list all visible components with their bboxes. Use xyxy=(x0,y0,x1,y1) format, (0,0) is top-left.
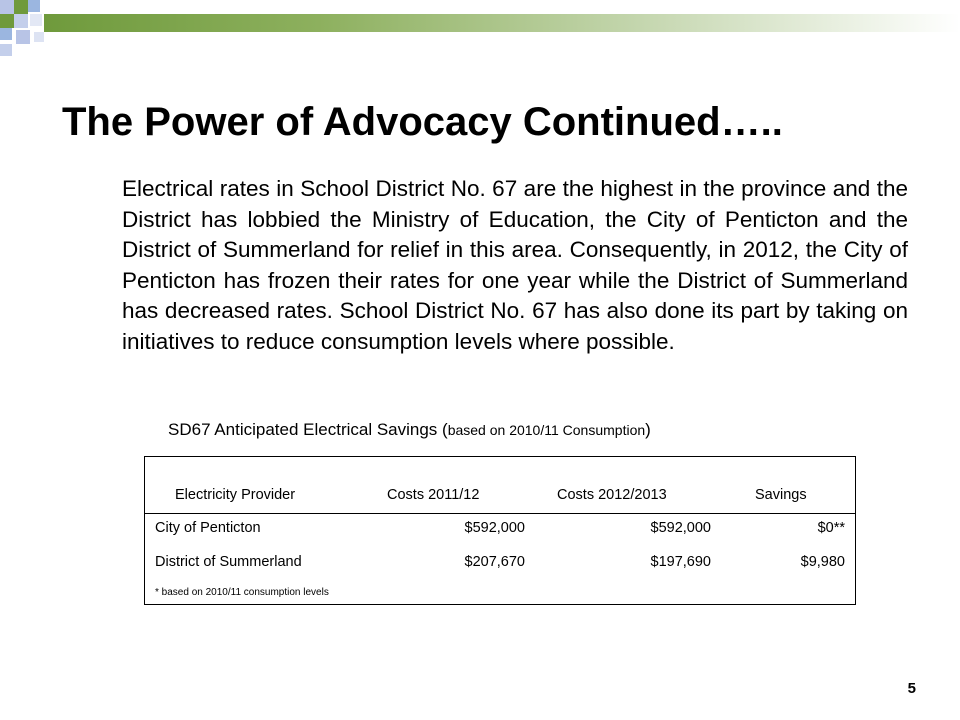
decor-square xyxy=(0,28,12,40)
table-footnote: * based on 2010/11 consumption levels xyxy=(155,587,329,598)
body-paragraph: Electrical rates in School District No. 67 are the highest in the province and the District has lobbied the Ministry of Education, the City of Penticton and the District of Summerland for relief in this area. Consequently, in 2012, the City of Penticton has frozen their rates for one year while the District of Summerland has decreased rates. School District No. 67 has also done its part by taking on initiatives to reduce consumption levels where possible. xyxy=(122,176,908,354)
caption-main: SD67 Anticipated Electrical Savings ( xyxy=(168,420,448,439)
header-divider xyxy=(145,513,855,514)
decor-square xyxy=(16,30,30,44)
header-savings: Savings xyxy=(755,487,807,503)
decor-square xyxy=(14,14,28,28)
decor-square xyxy=(28,0,40,12)
caption-small: based on 2010/11 Consumption xyxy=(447,422,646,438)
decor-square xyxy=(34,32,44,42)
table-cell: $207,670 xyxy=(464,554,525,570)
caption-end: ) xyxy=(645,420,651,439)
header-costs-2012: Costs 2012/2013 xyxy=(557,487,667,503)
decor-square xyxy=(14,0,28,14)
savings-table xyxy=(144,456,856,605)
table-cell: $592,000 xyxy=(464,520,525,536)
table-cell: District of Summerland xyxy=(155,554,302,570)
decor-square xyxy=(0,0,14,14)
decor-square xyxy=(0,44,12,56)
decor-square xyxy=(30,14,42,26)
table-cell: $9,980 xyxy=(800,554,845,570)
decor-square xyxy=(0,14,14,28)
table-cell: $0** xyxy=(817,520,845,536)
table-caption xyxy=(168,420,651,440)
slide-title: The Power of Advocacy Continued….. xyxy=(62,100,783,144)
header-gradient-bar xyxy=(44,14,960,32)
table-cell: City of Penticton xyxy=(155,520,261,536)
table-cell: $197,690 xyxy=(650,554,711,570)
page-number: 5 xyxy=(907,680,916,697)
header-costs-2011: Costs 2011/12 xyxy=(387,487,480,503)
header-provider: Electricity Provider xyxy=(175,487,296,503)
table-cell: $592,000 xyxy=(650,520,711,536)
